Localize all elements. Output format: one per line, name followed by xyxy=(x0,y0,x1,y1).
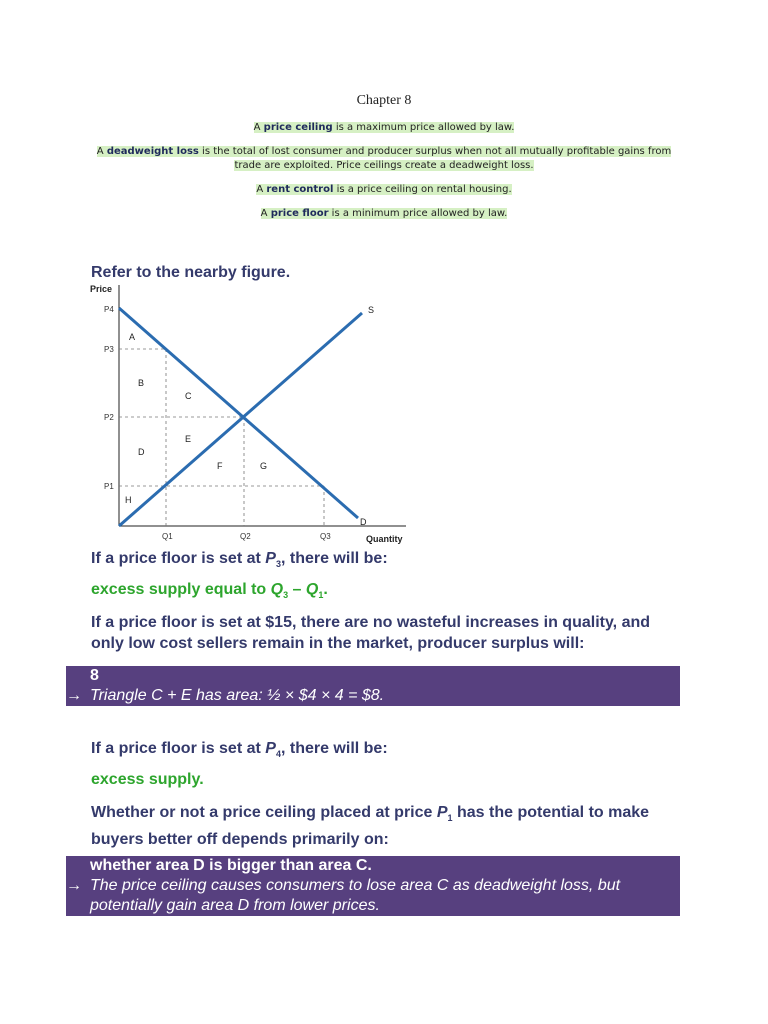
supply-curve xyxy=(119,313,362,526)
supply-demand-figure xyxy=(86,280,416,550)
answer-4-box xyxy=(66,856,680,916)
def-rest: is a minimum price allowed by law. xyxy=(328,208,508,219)
price-label-p1: P1 xyxy=(104,482,114,491)
a1-s2: 1 xyxy=(318,590,324,601)
definition-rent-control xyxy=(88,183,680,197)
supply-label: S xyxy=(368,305,375,315)
q3-prefix: If a price floor is set at xyxy=(91,740,266,757)
q1-sub: 3 xyxy=(275,559,281,570)
area-label-b: B xyxy=(138,378,145,388)
explanation-4 xyxy=(66,876,680,916)
def-term: rent control xyxy=(266,184,334,195)
def-prefix: A xyxy=(96,146,107,157)
question-4 xyxy=(91,802,681,850)
intro-text: Refer to the nearby figure. xyxy=(91,264,291,281)
area-label-f: F xyxy=(217,461,223,471)
quantity-label-q2: Q2 xyxy=(240,532,251,541)
q1-var: P xyxy=(265,550,276,567)
q3-sub: 4 xyxy=(275,749,281,760)
price-label-p3: P3 xyxy=(104,345,114,354)
q3-suffix: , there will be: xyxy=(280,740,388,757)
explanation-2-text: Triangle C + E has area: ½ × $4 × 4 = $8. xyxy=(90,687,385,704)
a1-text: excess supply equal to xyxy=(91,581,271,598)
question-1 xyxy=(91,548,681,575)
area-label-e: E xyxy=(185,434,192,444)
answer-3: excess supply. xyxy=(91,771,204,788)
def-rest: is a maximum price allowed by law. xyxy=(332,122,515,133)
area-label-h: H xyxy=(125,495,132,505)
answer-1 xyxy=(91,581,328,600)
area-label-d: D xyxy=(138,447,145,457)
a1-v1: Q xyxy=(270,581,284,598)
q4-sub: 1 xyxy=(447,813,453,824)
q3-var: P xyxy=(265,740,276,757)
question-2: If a price floor is set at $15, there are no wasteful increases in quality, and only low cost sellers remain in the market, producer surplus will: xyxy=(91,614,651,652)
def-prefix: A xyxy=(260,208,271,219)
def-rest: is the total of lost consumer and producer surplus when not all mutually profitable gains from trade are exploited. Price ceilings create a deadweight loss. xyxy=(198,146,672,171)
area-label-a: A xyxy=(129,332,136,342)
area-label-g: G xyxy=(260,461,268,471)
def-prefix: A xyxy=(256,184,267,195)
price-label-p4: P4 xyxy=(104,305,114,314)
a1-end: . xyxy=(323,581,328,598)
area-label-c: C xyxy=(185,391,192,401)
definition-price-floor xyxy=(88,207,680,221)
definition-price-ceiling xyxy=(88,121,680,135)
answer-4: whether area D is bigger than area C. xyxy=(90,857,372,874)
price-label-p2: P2 xyxy=(104,413,114,422)
q4-suffix: has the potential to make buyers better off depends primarily on: xyxy=(91,804,650,849)
def-rest: is a price ceiling on rental housing. xyxy=(333,184,512,195)
answer-2: 8 xyxy=(90,667,99,684)
quantity-label-q3: Q3 xyxy=(320,532,331,541)
definition-deadweight-loss xyxy=(88,145,680,173)
def-term: price ceiling xyxy=(263,122,333,133)
definitions xyxy=(88,121,680,231)
q4-var: P xyxy=(436,804,448,821)
arrow-icon: → xyxy=(66,687,82,704)
arrow-icon: → xyxy=(66,877,82,894)
explanation-4-text: The price ceiling causes consumers to lose area C as deadweight loss, but potentially gain area D from lower prices. xyxy=(90,877,621,914)
quantity-label-q1: Q1 xyxy=(162,532,173,541)
demand-curve xyxy=(119,308,358,518)
explanation-2 xyxy=(66,686,680,706)
q1-prefix: If a price floor is set at xyxy=(91,550,266,567)
a1-v2: Q xyxy=(305,581,319,598)
y-axis-label: Price xyxy=(90,284,113,294)
x-axis-label: Quantity xyxy=(366,534,403,544)
def-term: price floor xyxy=(270,208,329,219)
question-3 xyxy=(91,738,681,765)
def-term: deadweight loss xyxy=(106,146,199,157)
page-title: Chapter 8 xyxy=(356,93,412,108)
answer-2-box xyxy=(66,666,680,706)
demand-label: D xyxy=(360,517,367,527)
a1-s1: 3 xyxy=(283,590,289,601)
def-prefix: A xyxy=(253,122,264,133)
q1-suffix: , there will be: xyxy=(280,550,388,567)
q4-prefix: Whether or not a price ceiling placed at price xyxy=(91,804,437,821)
a1-mid: – xyxy=(288,581,306,598)
